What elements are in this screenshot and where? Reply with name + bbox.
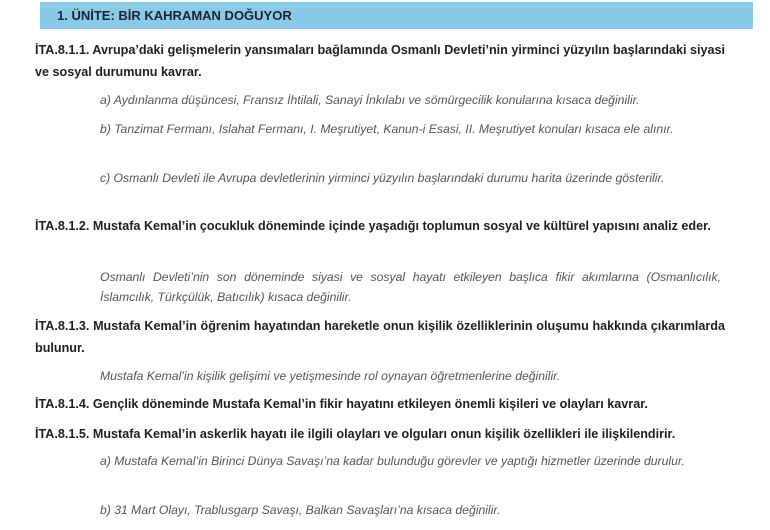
objective-2-note: Osmanlı Devleti’nin son döneminde siyasi ve sosyal hayatı etkileyen başlıca fikir akımlarına (Osmanlıcılık, İslamcılık, Türkçülük, Batıcılık) kısaca değinilir. xyxy=(100,270,721,304)
objective-3-note: Mustafa Kemal’in kişilik gelişimi ve yetişmesinde rol oynayan öğretmenlerine değinilir. xyxy=(100,369,561,383)
objective-5-note-a: a) Mustafa Kemal’in Birinci Dünya Savaşı’na kadar bulunduğu görevler ve yaptığı hizmetler üzerinde durulur. xyxy=(100,454,685,468)
objective-2: İTA.8.1.2. Mustafa Kemal’in çocukluk döneminde içinde yaşadığı toplumun sosyal ve kültürel yapısını analiz eder. xyxy=(35,219,711,233)
objective-4: İTA.8.1.4. Gençlik döneminde Mustafa Kemal’in fikir hayatını etkileyen önemli kişileri ve olayları kavrar. xyxy=(35,397,648,411)
unit-header-bar xyxy=(40,2,753,29)
objective-1: İTA.8.1.1. Avrupa’daki gelişmelerin yansımaları bağlamında Osmanlı Devleti’nin yirminci yüzyılın başlarındaki siyasi ve sosyal durumunu kavrar. xyxy=(35,43,725,79)
objective-1-note-b: b) Tanzimat Fermanı, Islahat Fermanı, I. Meşrutiyet, Kanun-i Esasi, II. Meşrutiyet konuları kısaca ele alınır. xyxy=(100,122,674,136)
objective-1-note-a: a) Aydınlanma düşüncesi, Fransız İhtilali, Sanayi İnkılabı ve sömürgecilik konularına kısaca değinilir. xyxy=(100,93,640,107)
objective-5-note-b: b) 31 Mart Olayı, Trablusgarp Savaşı, Balkan Savaşları’na kısaca değinilir. xyxy=(100,503,501,517)
objective-3: İTA.8.1.3. Mustafa Kemal’in öğrenim hayatından hareketle onun kişilik özelliklerinin oluşumu hakkında çıkarımlarda bulunur. xyxy=(35,319,725,355)
objective-1-note-c: c) Osmanlı Devleti ile Avrupa devletlerinin yirminci yüzyılın başlarındaki durumu harita üzerinde gösterilir. xyxy=(100,171,665,185)
unit-title: 1. ÜNİTE: BİR KAHRAMAN DOĞUYOR xyxy=(57,8,292,23)
objective-5: İTA.8.1.5. Mustafa Kemal’in askerlik hayatı ile ilgili olayları ve olguları onun kişilik özellikleri ile ilişkilendirir. xyxy=(35,427,676,441)
